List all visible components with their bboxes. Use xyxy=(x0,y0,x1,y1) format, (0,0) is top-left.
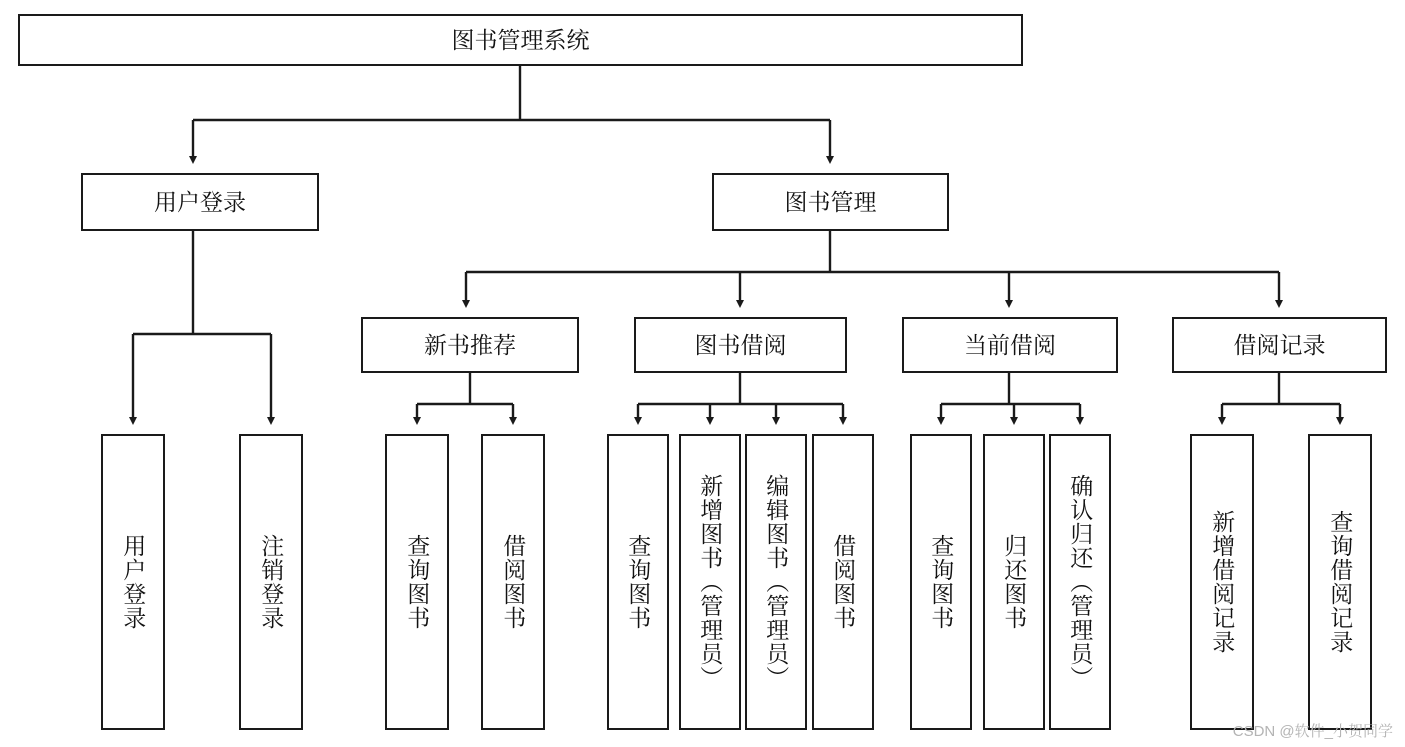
node-leaf-logout[interactable] xyxy=(239,434,303,730)
node-label: 查询借阅记录 xyxy=(1327,510,1354,654)
node-label: 借阅图书 xyxy=(830,534,857,630)
node-label: 归还图书 xyxy=(1001,534,1028,630)
node-label: 用户登录 xyxy=(120,534,147,630)
node-leaf-borrow-book-1[interactable] xyxy=(481,434,545,730)
node-label: 借阅图书 xyxy=(500,534,527,630)
node-current-borrow[interactable] xyxy=(902,317,1118,373)
node-label: 查询图书 xyxy=(928,534,955,630)
node-root[interactable] xyxy=(18,14,1023,66)
node-leaf-add-record[interactable] xyxy=(1190,434,1254,730)
node-new-book-recommend[interactable] xyxy=(361,317,579,373)
node-label: 借阅记录 xyxy=(1233,331,1326,358)
watermark: CSDN @软件_小贺同学 xyxy=(1232,723,1393,740)
node-label: 查询图书 xyxy=(404,534,431,630)
node-leaf-borrow-book-2[interactable] xyxy=(812,434,874,730)
node-leaf-query-record[interactable] xyxy=(1308,434,1372,730)
node-book-borrow[interactable] xyxy=(634,317,847,373)
node-label: 图书借阅 xyxy=(694,331,787,358)
node-leaf-return-book[interactable] xyxy=(983,434,1045,730)
node-leaf-query-book-1[interactable] xyxy=(385,434,449,730)
node-borrow-records[interactable] xyxy=(1172,317,1387,373)
node-leaf-user-login[interactable] xyxy=(101,434,165,730)
node-leaf-confirm-return[interactable] xyxy=(1049,434,1111,730)
node-leaf-edit-book[interactable] xyxy=(745,434,807,730)
node-book-management[interactable] xyxy=(712,173,949,231)
node-label: 新书推荐 xyxy=(424,331,516,358)
node-user-login[interactable] xyxy=(81,173,319,231)
node-label: 查询图书 xyxy=(625,534,652,630)
node-label: 编辑图书（管理员） xyxy=(763,474,790,690)
node-label: 注销登录 xyxy=(258,534,285,630)
node-leaf-query-book-3[interactable] xyxy=(910,434,972,730)
node-leaf-add-book[interactable] xyxy=(679,434,741,730)
node-label: 确认归还（管理员） xyxy=(1067,474,1094,690)
node-label: 新增借阅记录 xyxy=(1209,510,1236,654)
node-label: 当前借阅 xyxy=(964,331,1056,358)
node-label: 图书管理 xyxy=(784,188,877,215)
node-label: 新增图书（管理员） xyxy=(697,474,724,690)
node-leaf-query-book-2[interactable] xyxy=(607,434,669,730)
node-label: 图书管理系统 xyxy=(451,26,590,53)
node-label: 用户登录 xyxy=(154,188,246,215)
